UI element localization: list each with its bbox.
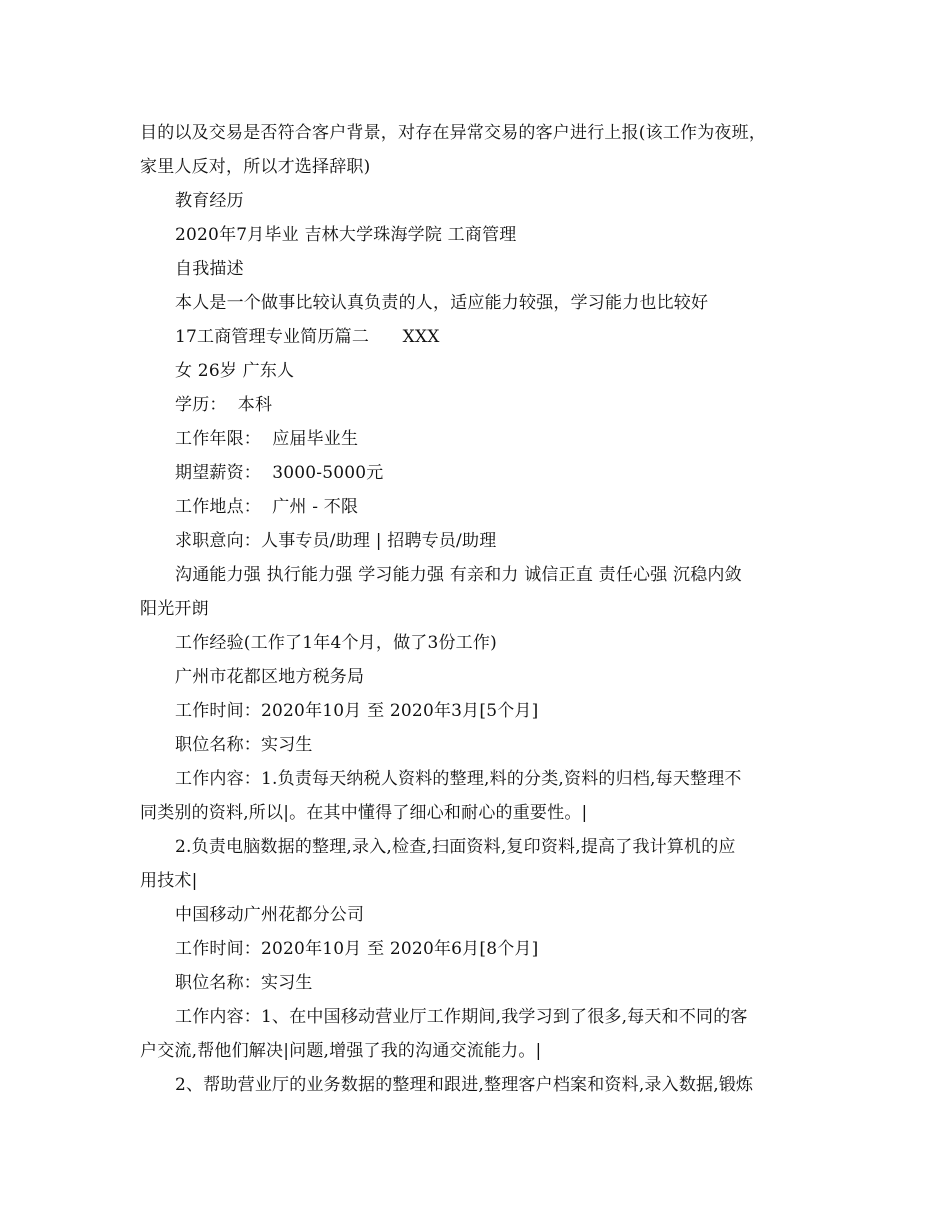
text-line: 阳光开朗	[140, 599, 209, 619]
text-line: 工作地点： 广州 - 不限	[175, 497, 359, 517]
text-line: 户交流,帮他们解决|问题,增强了我的沟通交流能力。|	[140, 1041, 542, 1061]
section-heading-work-experience: 工作经验(工作了1年4个月，做了3份工作)	[175, 633, 497, 653]
text-line: 求职意向：人事专员/助理 | 招聘专员/助理	[175, 531, 497, 551]
text-line: 本人是一个做事比较认真负责的人，适应能力较强，学习能力也比较好	[175, 293, 709, 313]
employer-name: 中国移动广州花都分公司	[175, 905, 365, 925]
text-line: 工作内容：1.负责每天纳税人资料的整理,料的分类,资料的归档,每天整理不	[175, 769, 742, 789]
text-line: 期望薪资： 3000-5000元	[175, 463, 384, 483]
text-line: 女 26岁 广东人	[175, 361, 295, 381]
text-line: 职位名称：实习生	[175, 735, 313, 755]
text-line: 2.负责电脑数据的整理,录入,检查,扫面资料,复印资料,提高了我计算机的应	[175, 837, 736, 857]
document-body	[140, 116, 830, 1102]
text-line: 2020年7月毕业 吉林大学珠海学院 工商管理	[175, 225, 517, 245]
resume-title: 17工商管理专业简历篇二 XXX	[175, 327, 440, 347]
section-heading-education: 教育经历	[175, 191, 244, 211]
text-line: 工作时间：2020年10月 至 2020年6月[8个月]	[175, 939, 539, 959]
employer-name: 广州市花都区地方税务局	[175, 667, 365, 687]
text-line: 工作内容：1、在中国移动营业厅工作期间,我学习到了很多,每天和不同的客	[175, 1007, 748, 1027]
text-line: 目的以及交易是否符合客户背景，对存在异常交易的客户进行上报(该工作为夜班，	[140, 123, 767, 143]
text-line: 家里人反对，所以才选择辞职)	[140, 157, 371, 177]
text-line: 用技术|	[140, 871, 198, 891]
text-line: 同类别的资料,所以|。在其中懂得了细心和耐心的重要性。|	[140, 803, 588, 823]
text-line: 工作时间：2020年10月 至 2020年3月[5个月]	[175, 701, 539, 721]
text-line: 学历： 本科	[175, 395, 273, 415]
text-line: 2、帮助营业厅的业务数据的整理和跟进,整理客户档案和资料,录入数据,锻炼	[175, 1075, 754, 1095]
text-line: 沟通能力强 执行能力强 学习能力强 有亲和力 诚信正直 责任心强 沉稳内敛	[175, 565, 742, 585]
text-line: 职位名称：实习生	[175, 973, 313, 993]
section-heading-self-description: 自我描述	[175, 259, 244, 279]
text-line: 工作年限： 应届毕业生	[175, 429, 359, 449]
